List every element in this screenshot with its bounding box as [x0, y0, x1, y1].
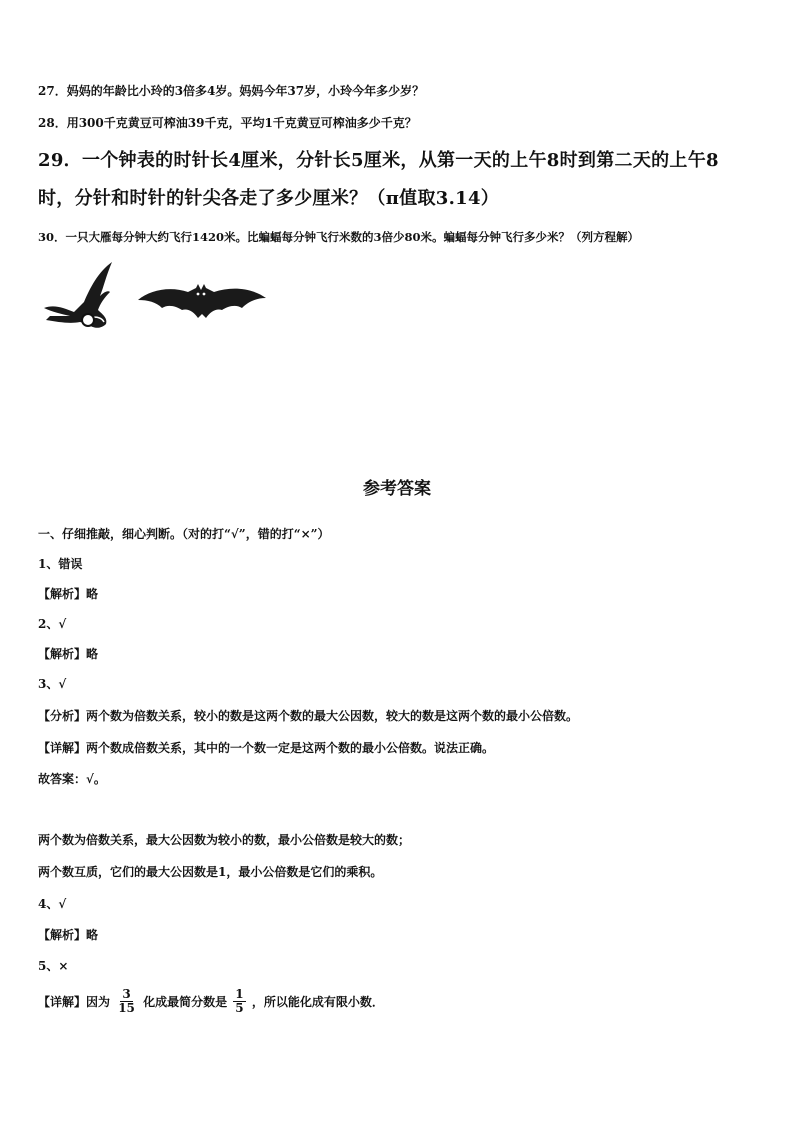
fraction-denominator: 15 — [118, 1001, 135, 1015]
answer-4-note: 【解析】略 — [38, 928, 99, 942]
answers-title: 参考答案 — [363, 479, 431, 499]
answer-3-detail: 【详解】两个数成倍数关系，其中的一个数一定是这两个数的最小公倍数。说法正确。 — [38, 741, 495, 755]
answer-4: 4、√ — [38, 897, 67, 911]
question-30: 30．一只大雁每分钟大约飞行1420米。比蝙蝠每分钟飞行米数的3倍少80米。蝙蝠每分钟飞行多少米？（列方程解） — [38, 230, 640, 244]
answer-5-detail-middle: 化成最简分数是 — [143, 994, 228, 1009]
question-29-line1: 29．一个钟表的时针长4厘米，分针长5厘米，从第一天的上午8时到第二天的上午8 — [38, 150, 719, 171]
answer-1-note: 【解析】略 — [38, 587, 99, 601]
answer-5-detail-suffix: ，所以能化成有限小数． — [251, 994, 384, 1009]
answer-3-conclusion: 故答案：√。 — [38, 772, 106, 786]
answer-2-note: 【解析】略 — [38, 647, 99, 661]
answer-1: 1、错误 — [38, 557, 83, 571]
answer-2: 2、√ — [38, 617, 67, 631]
answer-3-extra-2: 两个数互质，它们的最大公因数是1，最小公倍数是它们的乘积。 — [38, 865, 383, 879]
wild-goose-icon — [40, 258, 118, 334]
answer-5-detail — [38, 986, 384, 1017]
answer-3-analysis: 【分析】两个数为倍数关系，较小的数是这两个数的最大公因数，较大的数是这两个数的最小公倍数。 — [38, 709, 579, 723]
answers-section-heading: 一、仔细推敲，细心判断。（对的打“√”，错的打“×”） — [38, 527, 330, 541]
fraction-numerator: 3 — [122, 987, 131, 1001]
question-29-line2: 时，分针和时针的针尖各走了多少厘米？（π值取3.14） — [38, 188, 500, 209]
question-28: 28．用300千克黄豆可榨油39千克，平均1千克黄豆可榨油多少千克？ — [38, 116, 417, 130]
answer-3: 3、√ — [38, 677, 67, 691]
fraction-1-5 — [233, 988, 245, 1015]
fraction-3-15 — [116, 988, 137, 1015]
fraction-numerator: 1 — [235, 987, 244, 1001]
answer-5: 5、× — [38, 959, 69, 973]
fraction-denominator: 5 — [235, 1001, 244, 1015]
answer-5-detail-prefix: 【详解】因为 — [38, 994, 111, 1009]
question-27: 27．妈妈的年龄比小玲的3倍多4岁。妈妈今年37岁，小玲今年多少岁？ — [38, 84, 425, 98]
bat-icon — [136, 282, 268, 322]
answer-3-extra-1: 两个数为倍数关系，最大公因数为较小的数，最小公倍数是较大的数； — [38, 833, 411, 847]
